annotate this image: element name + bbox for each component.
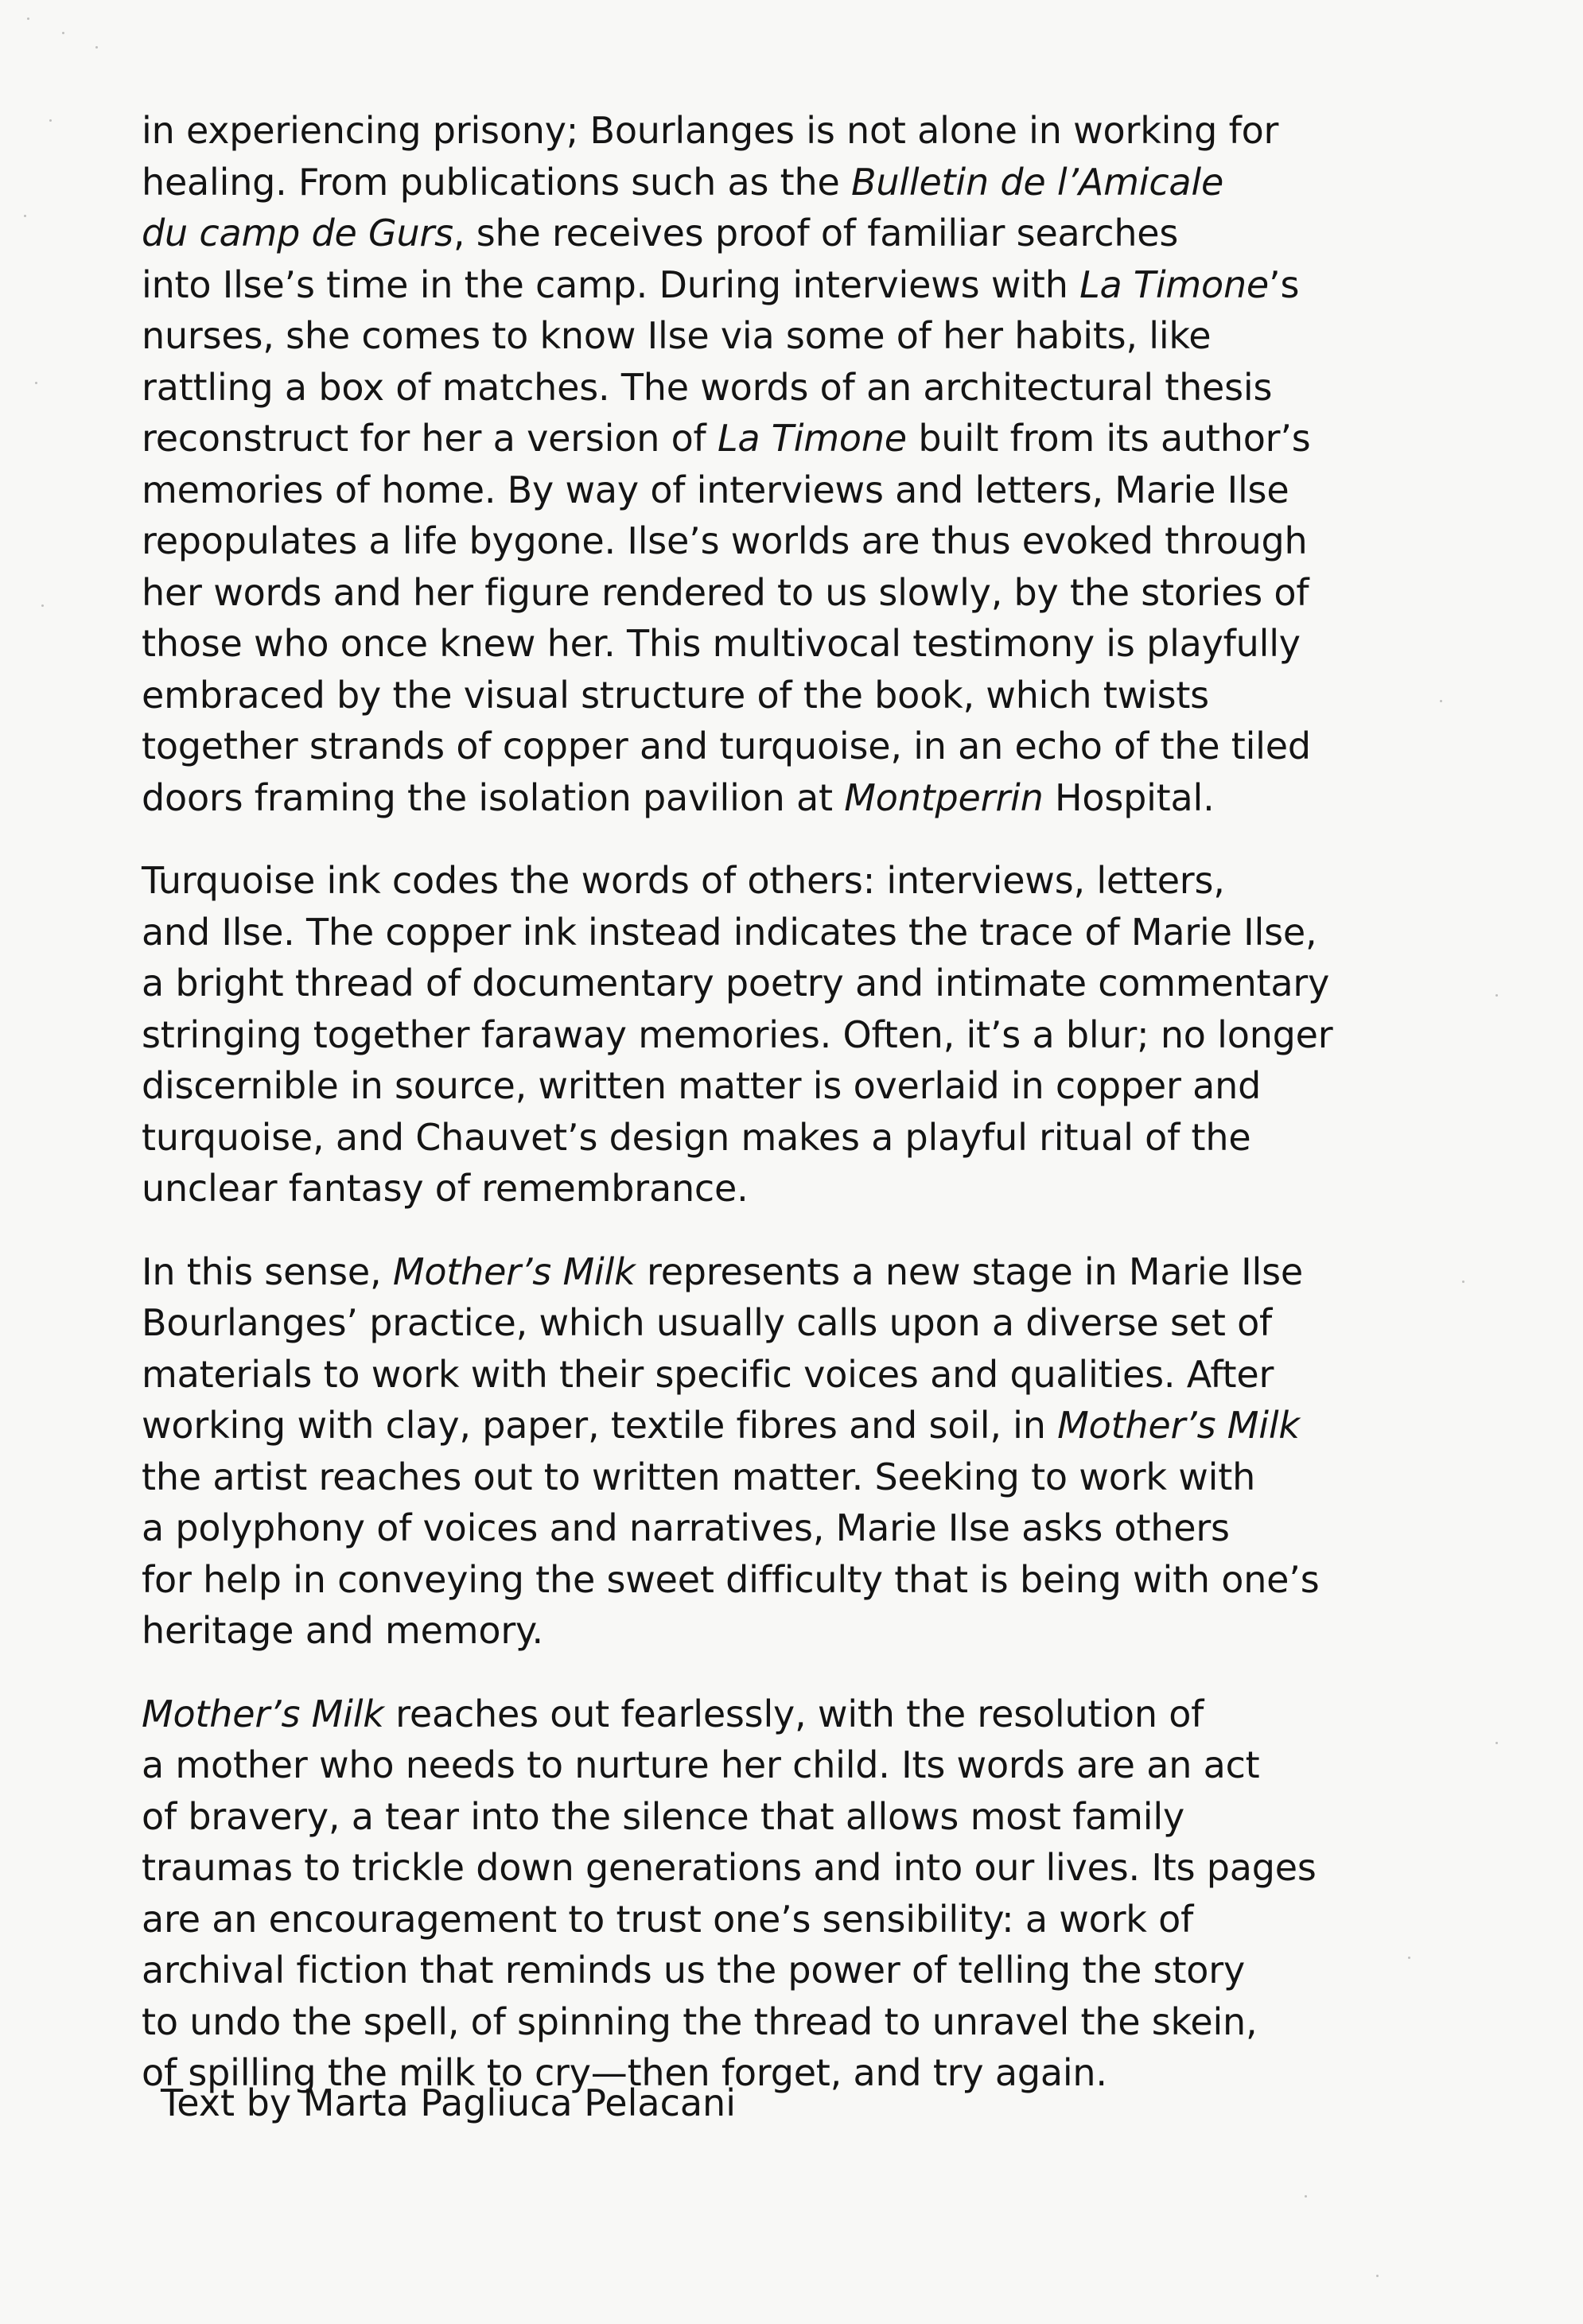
text-segment: built from its author’s: [906, 417, 1311, 460]
scan-speck: [24, 215, 26, 217]
text-line: [142, 721, 1510, 772]
text-segment: for help in conveying the sweet difficulty that is being with one’s: [142, 1557, 1320, 1601]
text-line: [142, 1791, 1510, 1843]
scan-speck: [1376, 2275, 1379, 2277]
italic-title-segment: Bulletin de l’Amicale: [850, 160, 1224, 204]
text-segment: , she receives proof of familiar searches: [453, 212, 1179, 255]
text-segment: nurses, she comes to know Ilse via some of her habits, like: [142, 314, 1212, 357]
text-segment: materials to work with their specific voices and qualities. After: [142, 1352, 1274, 1396]
scan-speck: [1305, 2195, 1307, 2198]
text-segment: Turquoise ink codes the words of others: interviews, letters,: [142, 859, 1225, 902]
text-line: [142, 1297, 1510, 1349]
text-segment: ’s: [1269, 262, 1300, 306]
italic-title-segment: La Timone: [1079, 262, 1270, 306]
text-line: [142, 1452, 1510, 1503]
text-segment: archival fiction that reminds us the power of telling the story: [142, 1949, 1245, 1992]
text-line: [142, 1842, 1510, 1894]
text-line: [142, 855, 1510, 907]
scan-speck: [49, 119, 52, 122]
text-segment: a bright thread of documentary poetry and intimate commentary: [142, 962, 1330, 1005]
text-segment: repopulates a life bygone. Ilse’s worlds are thus evoked through: [142, 519, 1308, 562]
text-segment: working with clay, paper, textile fibres and soil, in: [142, 1404, 1058, 1447]
text-line: [142, 259, 1510, 311]
text-line: [142, 618, 1510, 670]
text-segment: into Ilse’s time in the camp. During interviews with: [142, 262, 1080, 306]
text-line: [142, 1400, 1510, 1452]
text-line: [142, 772, 1510, 824]
text-segment: doors framing the isolation pavilion at: [142, 775, 845, 819]
text-line: [142, 208, 1510, 259]
italic-title-segment: La Timone: [717, 417, 907, 460]
scan-speck: [27, 17, 29, 20]
text-line: [142, 1349, 1510, 1401]
scan-speck: [95, 46, 98, 49]
text-line: [142, 413, 1510, 464]
text-segment: and Ilse. The copper ink instead indicates the trace of Marie Ilse,: [142, 910, 1317, 954]
text-line: [142, 1605, 1510, 1657]
paragraph-3: [142, 1246, 1510, 1657]
text-segment: heritage and memory.: [142, 1609, 543, 1652]
scan-speck: [35, 382, 37, 384]
text-segment: the artist reaches out to written matter. Seeking to work with: [142, 1455, 1256, 1498]
text-segment: represents a new stage in Marie Ilse: [635, 1249, 1303, 1293]
text-line: [142, 105, 1510, 157]
text-line: [142, 1163, 1510, 1214]
text-segment: those who once knew her. This multivocal testimony is playfully: [142, 622, 1301, 665]
text-line: [142, 567, 1510, 619]
paragraph-4: [142, 1689, 1510, 2099]
text-line: [142, 1996, 1510, 2048]
italic-title-segment: Mother’s Milk: [1057, 1404, 1300, 1447]
scan-speck: [62, 32, 64, 34]
text-line: [142, 1945, 1510, 1996]
text-line: [142, 1739, 1510, 1791]
text-line: [142, 1246, 1510, 1298]
text-line: [142, 310, 1510, 362]
italic-title-segment: Mother’s Milk: [142, 1692, 384, 1735]
text-line: [142, 907, 1510, 958]
scan-speck: [41, 604, 44, 607]
text-line: [142, 1009, 1510, 1061]
text-line: [142, 464, 1510, 516]
text-line: [142, 1554, 1510, 1606]
text-segment: rattling a box of matches. The words of an architectural thesis: [142, 365, 1273, 409]
italic-title-segment: Montperrin: [844, 775, 1044, 819]
text-segment: reconstruct for her a version of: [142, 417, 718, 460]
text-segment: reaches out fearlessly, with the resolution of: [383, 1692, 1204, 1735]
text-segment: stringing together faraway memories. Often, it’s a blur; no longer: [142, 1012, 1333, 1056]
text-segment: Hospital.: [1043, 775, 1215, 819]
text-segment: discernible in source, written matter is overlaid in copper and: [142, 1064, 1262, 1107]
text-segment: memories of home. By way of interviews and letters, Marie Ilse: [142, 468, 1289, 511]
text-line: [142, 1060, 1510, 1112]
italic-title-segment: du camp de Gurs: [142, 212, 453, 255]
text-line: [142, 1689, 1510, 1740]
text-segment: to undo the spell, of spinning the thread to unravel the skein,: [142, 1999, 1258, 2043]
body-text: [142, 105, 1510, 2131]
paragraph-1: [142, 105, 1510, 823]
paragraph-2: [142, 855, 1510, 1214]
text-segment: are an encouragement to trust one’s sensibility: a work of: [142, 1897, 1194, 1941]
italic-title-segment: Mother’s Milk: [392, 1249, 636, 1293]
text-segment: of spilling the milk to cry—then forget, and try again.: [142, 2051, 1107, 2094]
text-segment: together strands of copper and turquoise, in an echo of the tiled: [142, 725, 1311, 768]
text-segment: healing. From publications such as the: [142, 160, 851, 204]
text-line: [142, 362, 1510, 414]
text-line: [142, 515, 1510, 567]
text-segment: embraced by the visual structure of the book, which twists: [142, 673, 1209, 717]
text-segment: In this sense,: [142, 1249, 393, 1293]
text-segment: of bravery, a tear into the silence that allows most family: [142, 1794, 1184, 1838]
text-line: [142, 157, 1510, 208]
text-segment: Bourlanges’ practice, which usually calls upon a diverse set of: [142, 1301, 1273, 1344]
text-segment: unclear fantasy of remembrance.: [142, 1167, 749, 1210]
text-line: [142, 1894, 1510, 1945]
text-segment: a polyphony of voices and narratives, Marie Ilse asks others: [142, 1506, 1230, 1549]
text-segment: traumas to trickle down generations and into our lives. Its pages: [142, 1846, 1317, 1889]
text-line: [142, 958, 1510, 1009]
author-credit: Text by Marta Pagliuca Pelacani: [161, 2081, 736, 2124]
text-segment: turquoise, and Chauvet’s design makes a playful ritual of the: [142, 1115, 1251, 1159]
text-line: [142, 1502, 1510, 1554]
text-segment: in experiencing prisony; Bourlanges is not alone in working for: [142, 109, 1279, 152]
text-segment: a mother who needs to nurture her child. Its words are an act: [142, 1743, 1260, 1786]
text-line: [142, 670, 1510, 721]
text-segment: her words and her figure rendered to us slowly, by the stories of: [142, 570, 1309, 614]
text-line: [142, 1112, 1510, 1164]
